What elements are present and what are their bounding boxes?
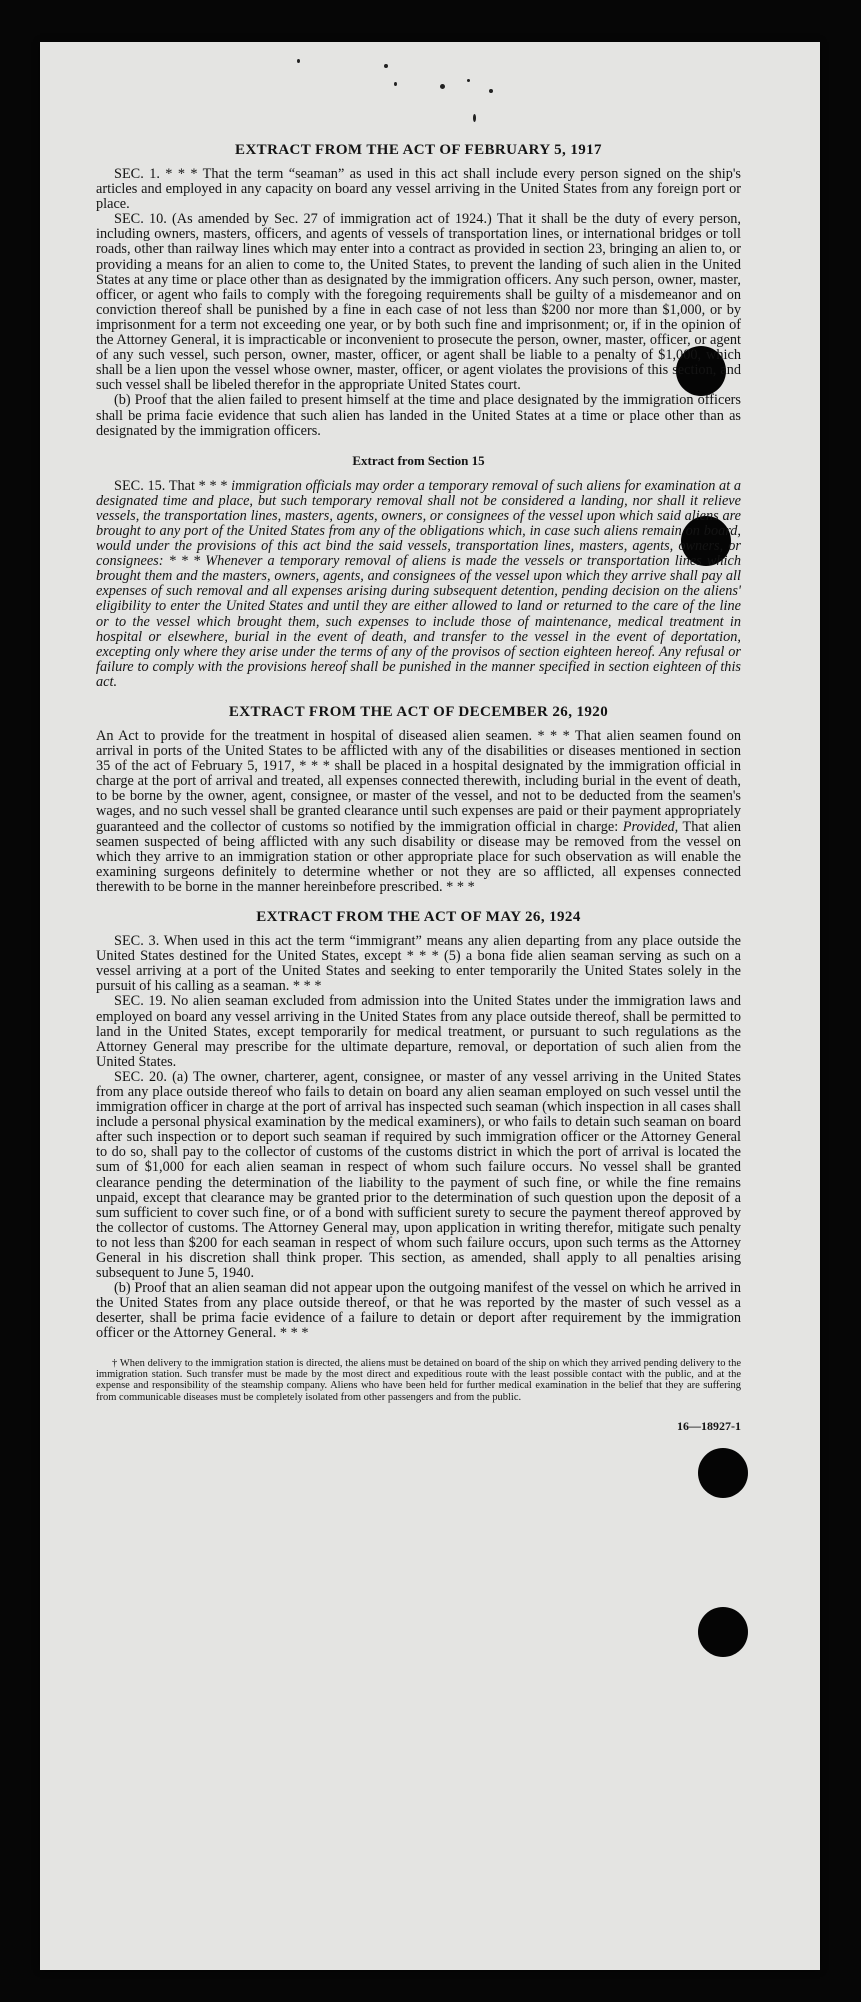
- paragraph: (b) Proof that the alien failed to present himself at the time and place designated by the immigration officers shall be prima facie evidence that such alien has landed in the United States at a time or place other than as designated by the immigration officers.: [96, 392, 741, 439]
- scan-speck: [473, 114, 476, 122]
- document-body: [96, 142, 741, 1434]
- scan-speck: [297, 59, 300, 63]
- paragraph: SEC. 1. * * * That the term “seaman” as used in this act shall include every person signed on the ship's articles and employed in any capacity on board any vessel arriving in the United States from any foreign port or place.: [96, 166, 741, 213]
- scan-speck: [467, 79, 470, 82]
- paragraph-text: An Act to provide for the treatment in hospital of diseased alien seamen. * * * That alien seamen found on arrival in ports of the United States to be afflicted with any of the disabilities or diseases mentioned in section 35 of the act of February 5, 1917, * * * shall be placed in a hospital designated by the immigration official in charge at the port of arrival and treated, all expenses connected therewith, including burial in the event of death, to be borne by the owner, agent, consignee, or master of the vessel, and not to be deducted from the seamen's wages, and no such vessel shall be granted clearance until such expenses are paid or their payment appropriately guaranteed and the collector of customs so notified by the immigration official in charge:: [96, 728, 741, 835]
- paragraph: SEC. 10. (As amended by Sec. 27 of immigration act of 1924.) That it shall be the duty of every person, including owners, masters, officers, and agents of vessels of transportation lines, or international bridges or toll roads, other than railway lines which may enter into a contract as provided in section 23, bringing an alien to, or providing a means for an alien to come to, the United States, to prevent the landing of such alien in the United States at any time or place other than as designated by the immigration officers. Any such person, owner, master, officer, or agent who fails to comply with the foregoing requirements shall be guilty of a misdemeanor and on conviction thereof shall be punished by a fine in each case of not less than $200 nor more than $1,000, or by imprisonment for a term not exceeding one year, or by both such fine and imprisonment; or, if in the opinion of the Attorney General, it is impracticable or inconvenient to prosecute the person, owner, master, officer, or agent of any such vessel, such person, owner, master, officer, or agent shall be liable to a penalty of $1,000, which shall be a lien upon the vessel whose owner, master, officer, or agent violates the provisions of this section, and such vessel shall be libeled therefor in the appropriate United States court.: [96, 211, 741, 394]
- scan-speck: [384, 64, 388, 68]
- italic-text: Provided,: [622, 818, 679, 835]
- punch-hole: [698, 1448, 748, 1498]
- paragraph-text: That alien seamen suspected of being afflicted with any such disability or disease may be removed from the vessel on which they arrive to an immigration station or other appropriate place for such observation as will enable the examining surgeons definitely to determine whether or not they are so afflicted, all expenses connected therewith to be borne in the manner hereinbefore prescribed. * * *: [96, 818, 742, 895]
- scan-speck: [440, 84, 445, 89]
- paragraph: [96, 479, 741, 690]
- punch-hole: [698, 1607, 748, 1657]
- paragraph: SEC. 3. When used in this act the term “immigrant” means any alien departing from any place outside the United States destined for the United States, except * * * (5) a bona fide alien seaman serving as such on a vessel arriving at a port of the United States and seeking to enter temporarily the United States solely in the pursuit of his calling as a seaman. * * *: [96, 933, 741, 995]
- document-page: [40, 42, 820, 1970]
- paragraph: SEC. 20. (a) The owner, charterer, agent, consignee, or master of any vessel arriving in the United States from any place outside thereof who fails to detain on board any alien seaman employed on such vessel until the immigration officer in charge at the port of arrival has inspected such seaman (which inspection in all cases shall include a personal physical examination by the medical examiners), or who fails to detain such seaman on board after such inspection or to deport such seaman if required by such immigration officer or the Attorney General to do so, shall pay to the collector of customs of the customs district in which the port of arrival is located the sum of $1,000 for each alien seaman in respect of whom such failure occurs. No vessel shall be granted clearance pending the determination of the liability to the payment of such fine, or while the fine remains unpaid, except that clearance may be granted prior to the determination of such question upon the deposit of a sum sufficient to cover such fine, or of a bond with sufficient surety to secure the payment thereof approved by the collector of customs. The Attorney General may, upon application in writing therefor, mitigate such penalty to not less than $200 for each seaman in respect of whom such failure occurs, upon such terms as the Attorney General in his discretion shall think proper. This section, as amended, shall apply to all penalties arising subsequent to June 5, 1940.: [96, 1068, 742, 1282]
- section-heading: EXTRACT FROM THE ACT OF FEBRUARY 5, 1917: [235, 142, 602, 158]
- form-code: 16—18927-1: [677, 1419, 741, 1434]
- section-heading: EXTRACT FROM THE ACT OF MAY 26, 1924: [256, 909, 581, 926]
- section-subheading: Extract from Section 15: [352, 452, 485, 468]
- italic-text: immigration officials may order a temporary removal of such aliens for examination at a designated time and place, but such temporary removal shall not be considered a landing, nor shall it relieve vessels, the transportation lines, masters, agents, owners, or consignees of the vessel upon which said aliens are brought to any port of the United States from any of the obligations which, in case such aliens remain on board, would under the provisions of this act bind the said vessels, transportation lines, masters, agents, owners, or consignees: * * * Whenever a temporary removal of aliens is made the vessels or transportation lines which brought them and the masters, owners, agents, and consignees of the vessel upon which they arrive shall pay all expenses of such removal and all expenses arising during subsequent detention, pending decision on the aliens' eligibility to enter the United States and until they are either allowed to land or returned to the care of the line or to the vessel which brought them, such expenses to include those of maintenance, medical treatment in hospital or elsewhere, burial in the event of death, and transfer to the vessel in the event of deportation, excepting only where they arise under the terms of any of the provisos of section eighteen hereof. Any refusal or failure to comply with the provisions hereof shall be punished in the manner specified in section eighteen of this act.: [96, 477, 741, 690]
- section-lead: SEC. 15. That * * *: [114, 477, 232, 494]
- scan-speck: [394, 82, 397, 86]
- paragraph: [96, 729, 741, 895]
- footnote: † When delivery to the immigration station is directed, the aliens must be detained on board of the ship on which they arrived pending delivery to the immigration station. Such transfer must be made by the most direct and expeditious route with the least possible contact with the public, and at the expense and responsibility of the steamship company. Aliens who have been held for further medical examination in the belief that they are suffering from communicable diseases must be completely isolated from other passengers and from the public.: [96, 1357, 741, 1403]
- scan-speck: [489, 89, 493, 93]
- section-heading: EXTRACT FROM THE ACT OF DECEMBER 26, 1920: [228, 704, 609, 720]
- paragraph: (b) Proof that an alien seaman did not appear upon the outgoing manifest of the vessel on which he arrived in the United States from any place outside thereof, or that he was reported by the master of such vessel as a deserter, shall be prima facie evidence of a failure to detain or deport after requirement by the immigration officer or the Attorney General. * * *: [96, 1280, 741, 1342]
- paragraph: SEC. 19. No alien seaman excluded from admission into the United States under the immigration laws and employed on board any vessel arriving in the United States from any place outside thereof, shall be permitted to land in the United States, except temporarily for medical treatment, or pursuant to such regulations as the Attorney General may prescribe for the ultimate departure, removal, or deportation of such alien from the United States.: [96, 993, 741, 1070]
